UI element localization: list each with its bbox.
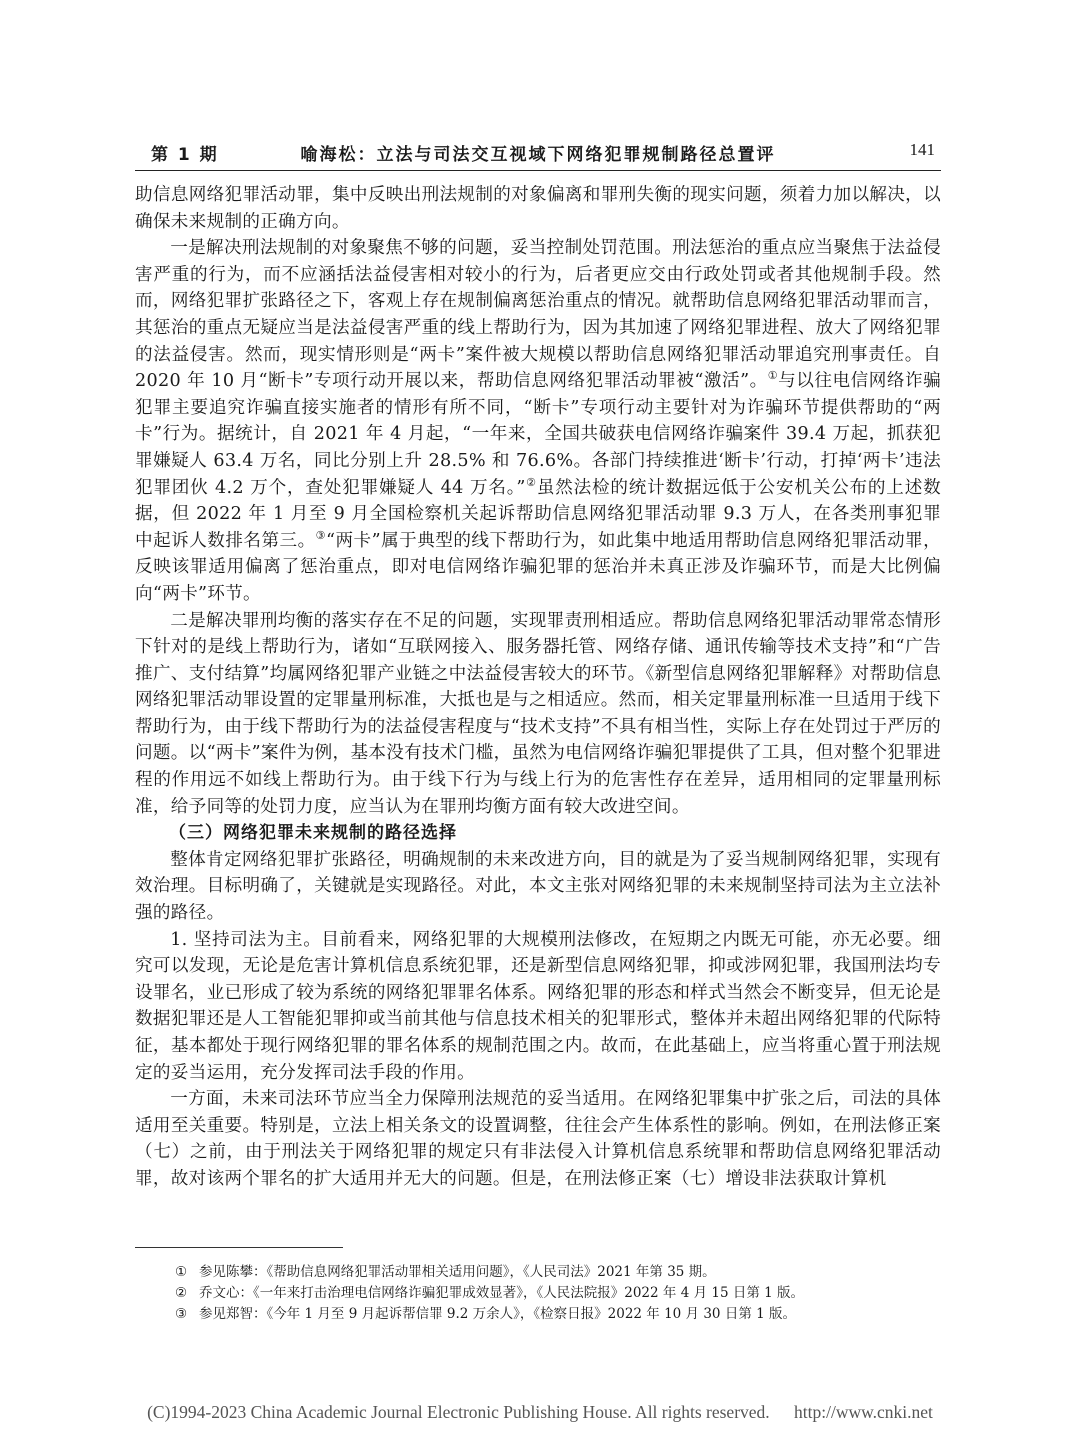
footnote-text: 参见陈攀：《帮助信息网络犯罪活动罪相关适用问题》，《人民司法》2021 年第 35 期。 xyxy=(199,1264,716,1280)
article-body xyxy=(135,182,941,1193)
paragraph-continued: 助信息网络犯罪活动罪，集中反映出刑法规制的对象偏离和罪刑失衡的现实问题，须着力加以解决，以确保未来规制的正确方向。 xyxy=(135,185,941,232)
paragraph-text: “两卡”属于典型的线下帮助行为，如此集中地适用帮助信息网络犯罪活动罪，反映该罪适用偏离了惩治重点，即对电信网络诈骗犯罪的惩治并未真正涉及诈骗环节，而是大比例偏向“两卡”环节。 xyxy=(135,530,941,604)
paragraph-text: 与以往电信网络诈骗犯罪主要追究诈骗直接实施者的情形有所不同，“断卡”专项行动主要针对为诈骗环节提供帮助的“两卡”行为。据统计，自 2021 年 4 月起，“一年来，全国共破获电信网络诈骗案件 39.4 万起，抓获犯罪嫌疑人 63.4 万名，同比分别上升 28.5% 和 76.6%。各部门持续推进‘断卡’行动，打掉‘两卡’违法犯罪团伙 4.2 万个，查处犯罪嫌疑人 44 万名。” xyxy=(135,371,941,498)
issue-number: 第 1 期 xyxy=(151,145,219,165)
footnote-ref-2[interactable]: ② xyxy=(525,475,537,489)
footnote-mark: ② xyxy=(175,1285,188,1301)
running-header xyxy=(135,132,941,171)
footnote-ref-1[interactable]: ① xyxy=(767,369,779,383)
footnote-2 xyxy=(175,1283,935,1304)
paragraph-text: 一是解决刑法规制的对象聚焦不够的问题，妥当控制处罚范围。刑法惩治的重点应当聚焦于法益侵害严重的行为，而不应涵括法益侵害相对较小的行为，后者更应交由行政处罚或者其他规制手段。然而，网络犯罪扩张路径之下，客观上存在规制偏离惩治重点的情况。就帮助信息网络犯罪活动罪而言，其惩治的重点无疑应当是法益侵害严重的线上帮助行为，因为其加速了网络犯罪进程、放大了网络犯罪的法益侵害。然而，现实情形则是“两卡”案件被大规模以帮助信息网络犯罪活动罪追究刑事责任。自 2020 年 10 月“断卡”专项行动开展以来，帮助信息网络犯罪活动罪被“激活”。 xyxy=(135,238,941,392)
paragraph-first-issue xyxy=(135,235,941,607)
paragraph-overview: 整体肯定网络犯罪扩张路径，明确规制的未来改进方向，目的就是为了妥当规制网络犯罪，实现有效治理。目标明确了，关键就是实现路径。对此，本文主张对网络犯罪的未来规制坚持司法为主立法补强的路径。 xyxy=(135,849,941,924)
footnote-3 xyxy=(175,1304,935,1325)
paragraph-on-one-hand: 一方面，未来司法环节应当全力保障刑法规范的妥当适用。在网络犯罪集中扩张之后，司法的具体适用至关重要。特别是，立法上相关条文的设置调整，往往会产生体系性的影响。例如，在刑法修正案（七）之前，由于刑法关于网络犯罪的规定只有非法侵入计算机信息系统罪和帮助信息网络犯罪活动罪，故对该两个罪名的扩大适用并无大的问题。但是，在刑法修正案（七）增设非法获取计算机 xyxy=(135,1089,941,1189)
footnote-text: 参见郑智：《今年 1 月至 9 月起诉帮信罪 9.2 万余人》，《检察日报》2022 年 10 月 30 日第 1 版。 xyxy=(199,1306,796,1322)
footnote-1 xyxy=(175,1262,935,1283)
footnote-divider xyxy=(135,1247,343,1248)
page-number: 141 xyxy=(909,140,935,159)
footnote-mark: ③ xyxy=(175,1306,188,1322)
copyright-text: (C)1994-2023 China Academic Journal Electronic Publishing House. All rights reserved. xyxy=(147,1402,770,1422)
paragraph-text: 虽然法检的统计数据远低于公安机关公布的上述数据，但 2022 年 1 月至 9 月全国检察机关起诉帮助信息网络犯罪活动罪 9.3 万人，在各类刑事犯罪中起诉人数排名第三。 xyxy=(135,477,941,551)
running-title: 喻海松：立法与司法交互视域下网络犯罪规制路径总置评 xyxy=(300,145,776,165)
footnote-ref-3[interactable]: ③ xyxy=(315,528,327,542)
paragraph-second-issue: 二是解决罪刑均衡的落实存在不足的问题，实现罪责刑相适应。帮助信息网络犯罪活动罪常态情形下针对的是线上帮助行为，诸如“互联网接入、服务器托管、网络存储、通讯传输等技术支持”和“广告推广、支付结算”均属网络犯罪产业链之中法益侵害较大的环节。《新型信息网络犯罪解释》对帮助信息网络犯罪活动罪设置的定罪量刑标准，大抵也是与之相适应。然而，相关定罪量刑标准一旦适用于线下帮助行为，由于线下帮助行为的法益侵害程度与“技术支持”不具有相当性，实际上存在处罚过于严厉的问题。以“两卡”案件为例，基本没有技术门槛，虽然为电信网络诈骗犯罪提供了工具，但对整个犯罪进程的作用远不如线上帮助行为。由于线下行为与线上行为的危害性存在差异，适用相同的定罪量刑标准，给予同等的处罚力度，应当认为在罪刑均衡方面有较大改进空间。 xyxy=(135,610,941,817)
footnotes xyxy=(175,1262,935,1325)
section-heading: （三）网络犯罪未来规制的路径选择 xyxy=(169,823,457,844)
footnote-text: 乔文心：《一年来打击治理电信网络诈骗犯罪成效显著》，《人民法院报》2022 年 4 月 15 日第 1 版。 xyxy=(199,1285,805,1301)
footnote-mark: ① xyxy=(175,1264,188,1280)
paragraph-judicial-first: 1. 坚持司法为主。目前看来，网络犯罪的大规模刑法修改，在短期之内既无可能，亦无必要。细究可以发现，无论是危害计算机信息系统犯罪，还是新型信息网络犯罪，抑或涉网犯罪，我国刑法均专设罪名，业已形成了较为系统的网络犯罪罪名体系。网络犯罪的形态和样式当然会不断变异，但无论是数据犯罪还是人工智能犯罪抑或当前其他与信息技术相关的犯罪形式，整体并未超出网络犯罪的代际特征，基本都处于现行网络犯罪的罪名体系的规制范围之内。故而，在此基础上，应当将重心置于刑法规定的妥当运用，充分发挥司法手段的作用。 xyxy=(135,929,941,1083)
copyright-footer xyxy=(0,1402,1080,1423)
cnki-link[interactable]: http://www.cnki.net xyxy=(794,1402,933,1422)
